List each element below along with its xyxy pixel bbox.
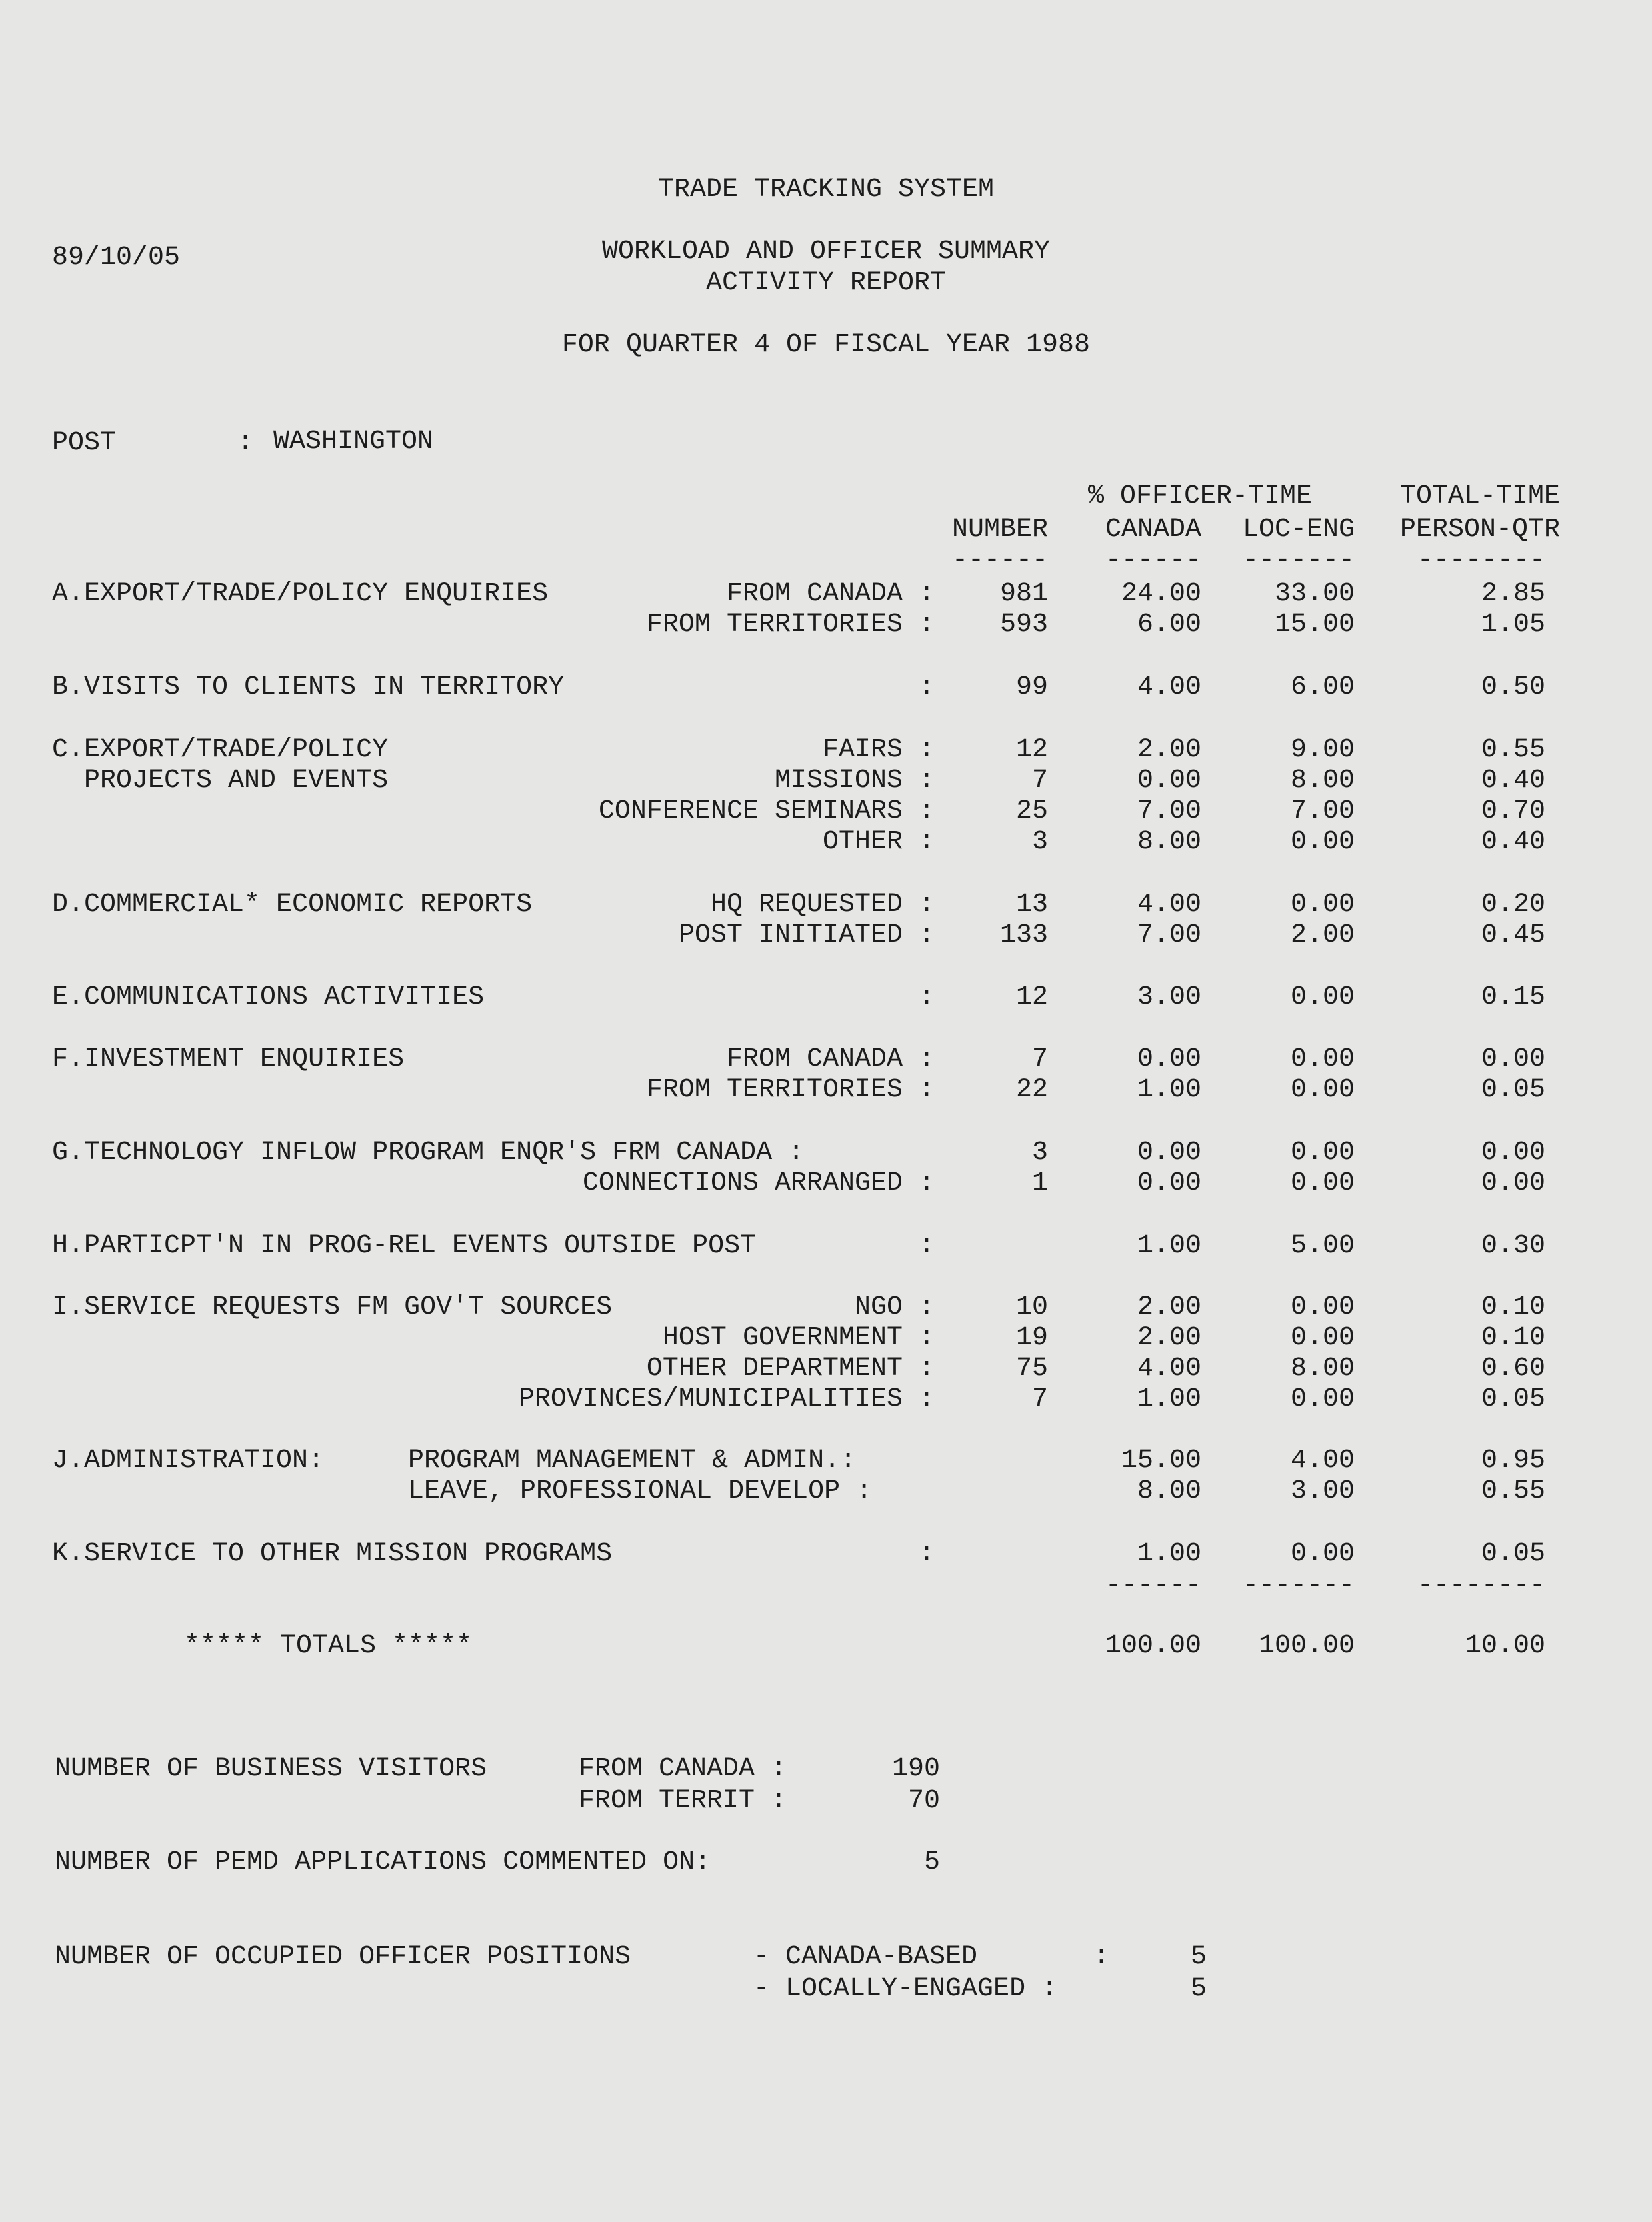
positions-canada-label: - CANADA-BASED xyxy=(753,1942,978,1972)
row-loceng: 7.00 xyxy=(1290,796,1355,826)
row-number: 133 xyxy=(999,920,1048,950)
row-number: 10 xyxy=(1015,1292,1048,1322)
system-title: TRADE TRACKING SYSTEM xyxy=(657,175,995,205)
row-subcategory: FROM TERRITORIES : xyxy=(646,1075,935,1105)
totals-loceng: 100.00 xyxy=(1258,1631,1355,1661)
row-number: 981 xyxy=(999,579,1048,609)
row-number: 7 xyxy=(1031,1384,1048,1414)
row-loceng: 8.00 xyxy=(1290,1354,1355,1384)
col-dash-canada: ------ xyxy=(1105,545,1201,576)
row-subcategory: OTHER : xyxy=(822,827,935,857)
row-number: 13 xyxy=(1015,890,1048,920)
row-canada: 1.00 xyxy=(1137,1231,1201,1261)
row-canada: 2.00 xyxy=(1137,735,1201,765)
row-canada: 1.00 xyxy=(1137,1539,1201,1569)
row-personqtr: 0.60 xyxy=(1481,1354,1545,1384)
row-personqtr: 0.15 xyxy=(1481,982,1545,1012)
row-loceng: 0.00 xyxy=(1290,890,1355,920)
row-subcategory: PROGRAM MANAGEMENT & ADMIN.: xyxy=(408,1446,857,1476)
row-subcategory: : xyxy=(918,1539,935,1569)
row-subcategory: : xyxy=(918,982,935,1012)
row-canada: 1.00 xyxy=(1137,1075,1201,1105)
row-category: I.SERVICE REQUESTS FM GOV'T SOURCES xyxy=(52,1292,613,1322)
row-category: E.COMMUNICATIONS ACTIVITIES xyxy=(52,982,485,1012)
row-personqtr: 0.00 xyxy=(1481,1168,1545,1198)
row-canada: 0.00 xyxy=(1137,1168,1201,1198)
row-subcategory: FROM TERRITORIES : xyxy=(646,610,935,640)
row-subcategory: CONFERENCE SEMINARS : xyxy=(598,796,935,826)
row-personqtr: 0.05 xyxy=(1481,1384,1545,1414)
row-loceng: 15.00 xyxy=(1274,610,1355,640)
row-canada: 2.00 xyxy=(1137,1323,1201,1353)
row-number: 75 xyxy=(1015,1354,1048,1384)
row-personqtr: 0.55 xyxy=(1481,735,1545,765)
col-dash-loceng: ------- xyxy=(1242,545,1355,576)
row-subcategory: FAIRS : xyxy=(822,735,935,765)
row-category: C.EXPORT/TRADE/POLICY xyxy=(52,735,389,765)
report-subtitle: ACTIVITY REPORT xyxy=(705,268,947,298)
row-subcategory xyxy=(427,1138,935,1168)
post-label: POST xyxy=(52,428,117,458)
row-personqtr: 0.40 xyxy=(1481,766,1545,796)
row-number: 3 xyxy=(1031,1138,1048,1168)
row-category: B.VISITS TO CLIENTS IN TERRITORY xyxy=(52,672,565,702)
totals-canada: 100.00 xyxy=(1105,1631,1201,1661)
visitors-territ-label: FROM TERRIT : xyxy=(579,1786,787,1816)
row-personqtr: 0.55 xyxy=(1481,1476,1545,1506)
row-personqtr: 1.05 xyxy=(1481,610,1545,640)
row-personqtr: 0.00 xyxy=(1481,1138,1545,1168)
row-loceng: 0.00 xyxy=(1290,827,1355,857)
row-canada: 4.00 xyxy=(1137,1354,1201,1384)
report-title: WORKLOAD AND OFFICER SUMMARY xyxy=(601,237,1051,267)
row-number: 12 xyxy=(1015,735,1048,765)
pemd-label: NUMBER OF PEMD APPLICATIONS COMMENTED ON: xyxy=(55,1847,711,1877)
row-subcategory: : xyxy=(918,1231,935,1261)
row-number: 1 xyxy=(1031,1168,1048,1198)
row-personqtr: 0.00 xyxy=(1481,1044,1545,1074)
post-value: WASHINGTON xyxy=(273,427,434,457)
totals-label: ***** TOTALS ***** xyxy=(184,1631,473,1661)
row-category: A.EXPORT/TRADE/POLICY ENQUIRIES xyxy=(52,579,549,609)
row-personqtr: 0.50 xyxy=(1481,672,1545,702)
row-number: 3 xyxy=(1031,827,1048,857)
row-subcategory: OTHER DEPARTMENT : xyxy=(646,1354,935,1384)
row-category: D.COMMERCIAL* ECONOMIC REPORTS xyxy=(52,890,533,920)
pemd-value: 5 xyxy=(923,1847,940,1877)
row-personqtr: 2.85 xyxy=(1481,579,1545,609)
row-loceng: 0.00 xyxy=(1290,1168,1355,1198)
row-subcategory: NGO : xyxy=(854,1292,935,1322)
row-number: 12 xyxy=(1015,982,1048,1012)
row-subcategory: MISSIONS : xyxy=(774,766,935,796)
row-loceng: 9.00 xyxy=(1290,735,1355,765)
row-subcategory: POST INITIATED : xyxy=(678,920,935,950)
row-subcategory: : xyxy=(918,672,935,702)
row-personqtr: 0.30 xyxy=(1481,1231,1545,1261)
post-separator: : xyxy=(237,428,254,458)
row-personqtr: 0.10 xyxy=(1481,1292,1545,1322)
row-personqtr: 0.45 xyxy=(1481,920,1545,950)
visitors-canada-label: FROM CANADA : xyxy=(579,1754,787,1784)
positions-canada-separator: : xyxy=(1093,1942,1110,1972)
row-canada: 7.00 xyxy=(1137,796,1201,826)
total-dash-canada: ------ xyxy=(1105,1571,1201,1601)
row-category: K.SERVICE TO OTHER MISSION PROGRAMS xyxy=(52,1539,613,1569)
row-personqtr: 0.10 xyxy=(1481,1323,1545,1353)
row-loceng: 0.00 xyxy=(1290,1138,1355,1168)
row-loceng: 0.00 xyxy=(1290,1075,1355,1105)
col-header-loceng: LOC-ENG xyxy=(1242,515,1355,545)
row-subcategory: LEAVE, PROFESSIONAL DEVELOP : xyxy=(408,1476,873,1506)
col-dash-personqtr: -------- xyxy=(1417,545,1545,576)
row-category: F.INVESTMENT ENQUIRIES xyxy=(52,1044,405,1074)
report-period: FOR QUARTER 4 OF FISCAL YEAR 1988 xyxy=(561,330,1091,360)
row-canada: 0.00 xyxy=(1137,1044,1201,1074)
row-loceng: 0.00 xyxy=(1290,1044,1355,1074)
row-loceng: 0.00 xyxy=(1290,1539,1355,1569)
row-number: 22 xyxy=(1015,1075,1048,1105)
row-loceng: 2.00 xyxy=(1290,920,1355,950)
row-subcategory: FROM CANADA : xyxy=(726,1044,935,1074)
row-loceng: 3.00 xyxy=(1290,1476,1355,1506)
row-number: 99 xyxy=(1015,672,1048,702)
row-canada: 15.00 xyxy=(1121,1446,1201,1476)
row-loceng: 0.00 xyxy=(1290,1292,1355,1322)
row-subcategory: HOST GOVERNMENT : xyxy=(662,1323,935,1353)
row-personqtr: 0.95 xyxy=(1481,1446,1545,1476)
row-number: 7 xyxy=(1031,766,1048,796)
row-category: J.ADMINISTRATION: xyxy=(52,1446,325,1476)
row-personqtr: 0.40 xyxy=(1481,827,1545,857)
total-dash-loceng: ------- xyxy=(1242,1571,1355,1601)
row-subcategory: FROM CANADA : xyxy=(726,579,935,609)
row-canada: 3.00 xyxy=(1137,982,1201,1012)
row-canada: 24.00 xyxy=(1121,579,1201,609)
row-canada: 0.00 xyxy=(1137,766,1201,796)
row-subcategory: HQ REQUESTED : xyxy=(710,890,935,920)
row-loceng: 0.00 xyxy=(1290,1384,1355,1414)
col-header-officer-time: % OFFICER-TIME xyxy=(1087,481,1312,511)
col-header-number: NUMBER xyxy=(951,515,1048,545)
row-loceng: 5.00 xyxy=(1290,1231,1355,1261)
row-loceng: 0.00 xyxy=(1290,982,1355,1012)
row-category: PROJECTS AND EVENTS xyxy=(52,766,389,796)
row-personqtr: 0.20 xyxy=(1481,890,1545,920)
row-loceng: 6.00 xyxy=(1290,672,1355,702)
row-number: 7 xyxy=(1031,1044,1048,1074)
visitors-label: NUMBER OF BUSINESS VISITORS xyxy=(55,1754,487,1784)
visitors-territ-value: 70 xyxy=(907,1786,940,1816)
col-header-canada: CANADA xyxy=(1105,515,1201,545)
row-loceng: 4.00 xyxy=(1290,1446,1355,1476)
row-loceng: 33.00 xyxy=(1274,579,1355,609)
col-header-total-time: TOTAL-TIME xyxy=(1399,481,1560,511)
positions-canada-value: 5 xyxy=(1190,1942,1207,1972)
row-loceng: 8.00 xyxy=(1290,766,1355,796)
row-canada: 8.00 xyxy=(1137,1476,1201,1506)
row-canada: 1.00 xyxy=(1137,1384,1201,1414)
row-canada: 4.00 xyxy=(1137,890,1201,920)
totals-personqtr: 10.00 xyxy=(1465,1631,1545,1661)
row-subcategory: PROVINCES/MUNICIPALITIES : xyxy=(518,1384,935,1414)
row-canada: 6.00 xyxy=(1137,610,1201,640)
row-personqtr: 0.70 xyxy=(1481,796,1545,826)
positions-local-label: - LOCALLY-ENGAGED : xyxy=(753,1974,1058,2004)
report-date: 89/10/05 xyxy=(52,243,181,273)
visitors-canada-value: 190 xyxy=(891,1754,940,1784)
row-canada: 0.00 xyxy=(1137,1138,1201,1168)
positions-label: NUMBER OF OCCUPIED OFFICER POSITIONS xyxy=(55,1942,631,1972)
col-header-personqtr: PERSON-QTR xyxy=(1399,515,1560,545)
row-personqtr: 0.05 xyxy=(1481,1539,1545,1569)
row-canada: 7.00 xyxy=(1137,920,1201,950)
row-canada: 4.00 xyxy=(1137,672,1201,702)
positions-local-value: 5 xyxy=(1190,1974,1207,2004)
row-personqtr: 0.05 xyxy=(1481,1075,1545,1105)
row-number: 25 xyxy=(1015,796,1048,826)
total-dash-personqtr: -------- xyxy=(1417,1571,1545,1601)
row-subcategory: CONNECTIONS ARRANGED : xyxy=(582,1168,935,1198)
col-dash-number: ------ xyxy=(951,545,1048,576)
row-canada: 8.00 xyxy=(1137,827,1201,857)
row-number: 19 xyxy=(1015,1323,1048,1353)
row-canada: 2.00 xyxy=(1137,1292,1201,1322)
row-category: G.TECHNOLOGY INFLOW PROGRAM ENQR'S FRM CANADA : xyxy=(52,1138,805,1168)
row-loceng: 0.00 xyxy=(1290,1323,1355,1353)
row-number: 593 xyxy=(999,610,1048,640)
row-category: H.PARTICPT'N IN PROG-REL EVENTS OUTSIDE POST xyxy=(52,1231,757,1261)
